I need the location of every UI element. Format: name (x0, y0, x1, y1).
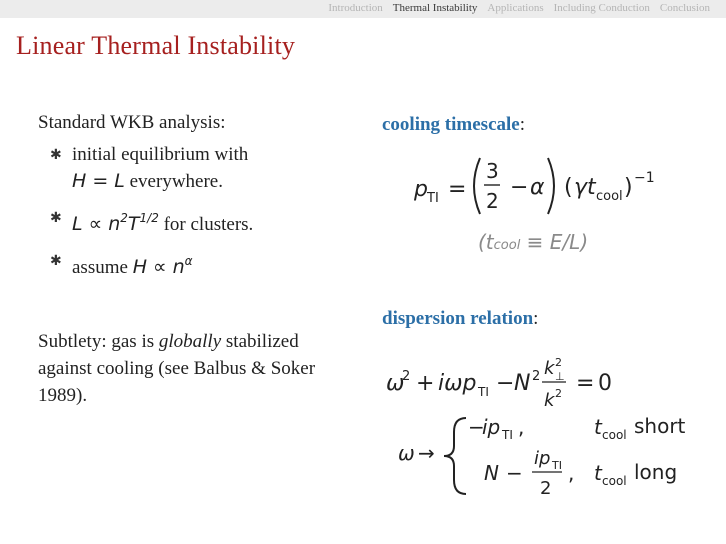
subtlety-paragraph (38, 328, 356, 409)
svg-text:TI: TI (552, 459, 562, 472)
svg-text:−: − (468, 415, 485, 439)
svg-text:TI: TI (502, 428, 513, 442)
math-l-propto: $L \propto n^2T^{1/2}$ (72, 211, 159, 235)
subtlety-emphasis: globally (158, 331, 222, 352)
bullet-item-clusters (38, 205, 358, 238)
bullet-list (38, 142, 358, 281)
svg-text:−: − (496, 371, 515, 396)
top-navigation-bar (0, 0, 726, 18)
svg-text:ω: ω (398, 441, 415, 465)
cooling-heading-text: cooling timescale (382, 114, 520, 135)
svg-text:TI: TI (478, 385, 489, 399)
svg-text:N: N (514, 371, 531, 396)
star-bullet-icon: ✱ (50, 211, 62, 226)
svg-text:cool: cool (596, 189, 623, 204)
nav-link-introduction[interactable]: Introduction (328, 2, 383, 14)
svg-text:−: − (510, 175, 529, 200)
case-short-label: short (634, 414, 686, 438)
svg-text:3: 3 (486, 159, 499, 183)
bullet1-line1: initial equilibrium with (72, 144, 249, 165)
svg-text:,: , (568, 461, 575, 485)
limit-cases (396, 410, 696, 500)
dispersion-heading: dispersion relation: (382, 308, 539, 329)
slide-title: Linear Thermal Instability (16, 31, 296, 60)
svg-text:2: 2 (402, 369, 411, 384)
svg-text:(: ( (564, 175, 573, 200)
left-column (38, 112, 358, 291)
nav-link-applications[interactable]: Applications (487, 2, 544, 14)
svg-text:cool: cool (602, 474, 627, 488)
svg-text:iωp: iωp (438, 371, 477, 396)
nav-link-conclusion[interactable]: Conclusion (659, 2, 710, 14)
nav-items (328, 2, 710, 14)
bullet-item-assume (38, 248, 358, 281)
svg-text:+: + (416, 371, 435, 396)
svg-text:k: k (544, 358, 555, 379)
bullet3-text: assume (72, 257, 128, 278)
svg-text:ip: ip (534, 448, 551, 469)
svg-text:N: N (484, 461, 499, 485)
tcool-definition: (tcool ≡ E/L) (478, 230, 589, 254)
svg-text:⊥: ⊥ (555, 370, 565, 383)
svg-text:2: 2 (540, 478, 552, 499)
cooling-heading: cooling timescale: (382, 114, 525, 135)
svg-text:cool: cool (602, 428, 627, 442)
svg-text:→: → (418, 441, 435, 465)
svg-text:p: p (414, 177, 428, 202)
dispersion-equation (386, 352, 646, 412)
math-h-propto: $H \propto n^\alpha$ (132, 254, 193, 278)
svg-text:−: − (506, 461, 523, 485)
svg-text:k: k (544, 390, 555, 411)
svg-text:): ) (624, 175, 633, 200)
intro-text: Standard WKB analysis: (38, 112, 226, 133)
svg-text:2: 2 (486, 189, 499, 213)
bullet1-line2: everywhere. (129, 171, 223, 192)
svg-text:γt: γt (574, 175, 596, 200)
star-bullet-icon: ✱ (50, 254, 62, 269)
svg-text:2: 2 (532, 369, 541, 384)
svg-text:α: α (530, 175, 545, 200)
svg-text:ip: ip (482, 415, 501, 439)
svg-text:=: = (448, 177, 467, 202)
math-h-equals-l: H = L (72, 170, 125, 192)
subtlety-suffix: stabilized against cooling (see Balbus & Soker 1989). (38, 331, 316, 406)
svg-text:2: 2 (555, 387, 562, 400)
svg-text:−1: −1 (634, 170, 655, 186)
nav-link-thermal-instability[interactable]: Thermal Instability (392, 2, 478, 14)
svg-text:t: t (594, 415, 602, 439)
svg-text:ω: ω (386, 371, 405, 396)
svg-text:2: 2 (555, 356, 562, 369)
svg-text:TI: TI (427, 191, 439, 206)
star-bullet-icon: ✱ (50, 148, 62, 163)
svg-text:=: = (576, 371, 595, 396)
bullet2-text: for clusters. (163, 214, 254, 235)
subtlety-prefix: Subtlety: gas is (38, 331, 155, 352)
case-long-label: long (634, 460, 678, 484)
svg-text:t: t (594, 461, 602, 485)
dispersion-heading-text: dispersion relation (382, 308, 534, 329)
cooling-rate-equation (414, 152, 674, 232)
svg-text:,: , (518, 415, 525, 439)
svg-text:0: 0 (598, 371, 612, 396)
bullet-item-equilibrium (38, 142, 358, 195)
nav-link-including-conduction[interactable]: Including Conduction (553, 2, 650, 14)
